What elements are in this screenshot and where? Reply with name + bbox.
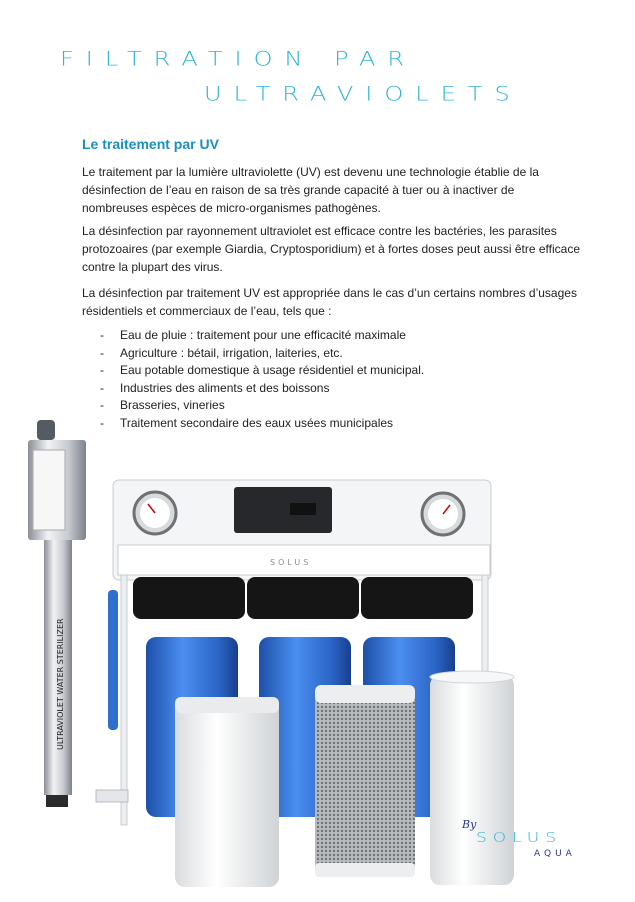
sterilizer-label: ULTRAVIOLET WATER STERILIZER [56, 618, 65, 750]
sediment-cartridge [175, 697, 279, 887]
pressure-gauge-right [422, 493, 464, 535]
list-item: - Industries des aliments et des boissons [98, 380, 424, 398]
list-item: - Brasseries, vineries [98, 397, 424, 415]
title-line-1: FILTRATION PAR [60, 48, 417, 71]
brand-sub: AQUA [534, 849, 576, 859]
brand-by: By [462, 818, 477, 831]
pleated-cartridge [430, 671, 514, 885]
title-line-2: ULTRAVIOLETS [204, 83, 522, 106]
uv-sterilizer [28, 420, 86, 807]
filter-cap [361, 577, 473, 619]
pressure-gauge-left [134, 492, 176, 534]
list-item: - Eau potable domestique à usage résidentiel et municipal. [98, 362, 424, 380]
list-item: - Traitement secondaire des eaux usées municipales [98, 415, 424, 433]
section-heading: Le traitement par UV [82, 136, 219, 152]
frame-logo: SOLUS [270, 558, 312, 567]
paragraph-2: La désinfection par rayonnement ultraviolet est efficace contre les bactéries, les parasites protozoaires (par exemple Giardia, Cryptosporidium) et à fortes doses peut aussi être efficace contre la plupart des virus. [82, 224, 581, 274]
carbon-block-cartridge [315, 685, 415, 877]
list-item: - Eau de pluie : traitement pour une efficacité maximale [98, 327, 424, 345]
list-item: - Agriculture : bétail, irrigation, laiteries, etc. [98, 345, 424, 363]
blue-hose [108, 590, 118, 730]
paragraph-1: Le traitement par la lumière ultraviolette (UV) est devenu une technologie établie de la désinfection de l’eau en raison de sa très grande capacité à tuer ou à inactiver de nombreuses espèces de micro-organismes pathogènes. [82, 165, 539, 215]
product-photo [0, 405, 635, 902]
control-box [234, 487, 332, 533]
filter-cap [247, 577, 359, 619]
filter-cap [133, 577, 245, 619]
brand-name: SOLUS [476, 830, 563, 846]
paragraph-3: La désinfection par traitement UV est appropriée dans le cas d’un certains nombres d’usages résidentiels et commerciaux de l’eau, tels que : [82, 286, 577, 318]
